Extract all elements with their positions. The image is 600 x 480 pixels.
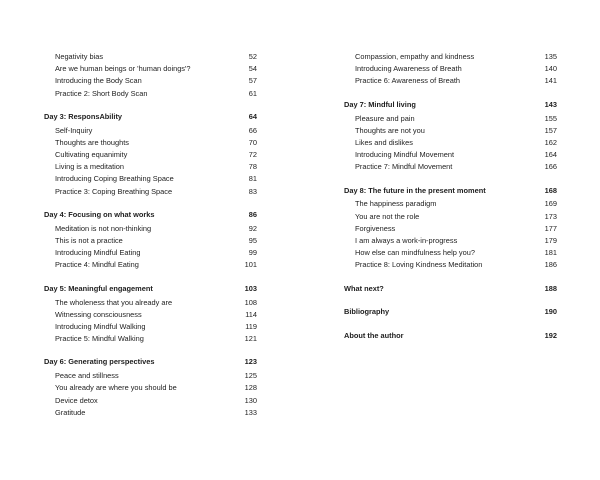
toc-section bbox=[44, 209, 257, 272]
toc-entry-title: Introducing Awareness of Breath bbox=[355, 64, 462, 74]
toc-entry-page-number: 179 bbox=[544, 236, 557, 245]
toc-entry-page-number: 157 bbox=[544, 125, 557, 135]
toc-heading-title: Day 5: Meaningful engagement bbox=[44, 283, 153, 293]
toc-entry bbox=[344, 259, 557, 271]
toc-entry bbox=[44, 395, 257, 407]
toc-entry bbox=[344, 75, 557, 87]
toc-entry bbox=[344, 125, 557, 137]
toc-section bbox=[44, 283, 257, 346]
toc-section bbox=[344, 306, 557, 318]
toc-entry bbox=[344, 63, 557, 75]
toc-entry-page-number: 78 bbox=[248, 162, 257, 172]
toc-entry bbox=[344, 247, 557, 259]
toc-entry bbox=[344, 51, 557, 63]
toc-entry-page-number: 72 bbox=[248, 150, 257, 160]
toc-entry-page-number: 166 bbox=[544, 162, 557, 172]
toc-entry-page-number: 57 bbox=[248, 76, 257, 86]
toc-entry-title: Likes and dislikes bbox=[355, 137, 413, 147]
toc-section bbox=[344, 330, 557, 342]
toc-entry-title: Introducing Mindful Walking bbox=[55, 321, 146, 331]
toc-heading-title: Day 7: Mindful living bbox=[344, 99, 416, 109]
toc-entry-title: How else can mindfulness help you? bbox=[355, 248, 475, 258]
toc-entry-title: Forgiveness bbox=[355, 223, 396, 233]
toc-entry-title: Practice 3: Coping Breathing Space bbox=[55, 186, 173, 196]
toc-heading-day-8-the-future-in-the-present-moment bbox=[344, 185, 557, 197]
toc-entry bbox=[44, 223, 257, 235]
toc-entry bbox=[44, 63, 257, 75]
toc-section bbox=[344, 283, 557, 295]
toc-entry-page-number: 66 bbox=[248, 125, 257, 135]
toc-entry-page-number: 155 bbox=[544, 113, 557, 123]
toc-entry-page-number: 128 bbox=[244, 383, 257, 393]
toc-entry bbox=[344, 137, 557, 149]
toc-entry-title: Cultivating equanimity bbox=[55, 150, 128, 160]
toc-entry-page-number: 141 bbox=[544, 76, 557, 86]
toc-entry bbox=[44, 125, 257, 137]
toc-entry-page-number: 173 bbox=[544, 211, 557, 221]
toc-entry-page-number: 140 bbox=[544, 64, 557, 74]
toc-heading-day-4-focusing-on-what-works bbox=[44, 209, 257, 221]
toc-entry-page-number: 95 bbox=[248, 236, 257, 245]
toc-entry bbox=[44, 88, 257, 100]
toc-entry-page-number: 164 bbox=[544, 150, 557, 160]
toc-entry-page-number: 162 bbox=[544, 137, 557, 147]
toc-heading-page-number: 192 bbox=[544, 330, 557, 340]
toc-entry-page-number: 119 bbox=[245, 321, 257, 331]
toc-entry-title: Introducing Mindful Eating bbox=[55, 248, 141, 258]
toc-heading-title: What next? bbox=[344, 283, 384, 293]
toc-entry-page-number: 133 bbox=[244, 407, 257, 417]
toc-entry-title: Practice 2: Short Body Scan bbox=[55, 88, 148, 98]
toc-entry-page-number: 169 bbox=[544, 199, 557, 209]
toc-entry-title: Introducing Coping Breathing Space bbox=[55, 174, 174, 184]
toc-entry-title: You already are where you should be bbox=[55, 383, 177, 393]
toc-entry-title: The wholeness that you already are bbox=[55, 297, 173, 307]
toc-heading-title: Day 3: ResponsAbility bbox=[44, 111, 123, 121]
toc-heading-page-number: 190 bbox=[544, 307, 557, 317]
toc-entry-page-number: 135 bbox=[544, 52, 557, 61]
toc-entry bbox=[44, 51, 257, 63]
toc-entry bbox=[44, 382, 257, 394]
toc-entry-page-number: 121 bbox=[244, 334, 257, 344]
toc-entry-title: Thoughts are thoughts bbox=[55, 137, 129, 147]
toc-entry-title: Introducing the Body Scan bbox=[55, 76, 142, 86]
toc-entry-page-number: 186 bbox=[544, 260, 557, 270]
toc-heading-day-6-generating-perspectives bbox=[44, 356, 257, 368]
toc-heading-what-next bbox=[344, 283, 557, 295]
toc-section bbox=[44, 51, 257, 100]
toc-heading-day-3-responsability bbox=[44, 111, 257, 123]
toc-entry bbox=[44, 75, 257, 87]
toc-entry bbox=[44, 161, 257, 173]
toc-entry bbox=[344, 198, 557, 210]
toc-heading-title: Bibliography bbox=[344, 307, 390, 317]
toc-entry-page-number: 101 bbox=[244, 260, 257, 270]
toc-entry bbox=[344, 149, 557, 161]
toc-entry-title: Thoughts are not you bbox=[355, 125, 425, 135]
toc-entry bbox=[44, 137, 257, 149]
toc-entry-title: Introducing Mindful Movement bbox=[355, 150, 455, 160]
toc-entry-page-number: 130 bbox=[244, 395, 257, 405]
toc-entry bbox=[44, 309, 257, 321]
toc-right-column bbox=[344, 51, 557, 342]
toc-heading-page-number: 143 bbox=[544, 99, 557, 109]
toc-entry-page-number: 70 bbox=[248, 137, 257, 147]
toc-entry-title: Negativity bias bbox=[55, 52, 104, 61]
toc-entry bbox=[44, 149, 257, 161]
toc-heading-page-number: 123 bbox=[244, 357, 257, 367]
toc-heading-page-number: 64 bbox=[248, 111, 257, 121]
toc-heading-title: Day 6: Generating perspectives bbox=[44, 357, 155, 367]
toc-entry-page-number: 54 bbox=[248, 64, 257, 74]
toc-heading-page-number: 168 bbox=[544, 185, 557, 195]
toc-entry-title: Practice 5: Mindful Walking bbox=[55, 334, 144, 344]
toc-entry-title: The happiness paradigm bbox=[355, 199, 437, 209]
toc-entry-title: I am always a work-in-progress bbox=[355, 236, 458, 245]
toc-entry bbox=[344, 211, 557, 223]
toc-entry bbox=[44, 333, 257, 345]
toc-entry-title: This is not a practice bbox=[55, 236, 123, 245]
toc-entry bbox=[44, 235, 257, 247]
toc-entry-title: Pleasure and pain bbox=[355, 113, 415, 123]
toc-entry-page-number: 108 bbox=[244, 297, 257, 307]
toc-entry-title: Practice 6: Awareness of Breath bbox=[355, 76, 461, 86]
toc-entry bbox=[44, 247, 257, 259]
toc-entry-page-number: 114 bbox=[245, 309, 257, 319]
toc-entry-page-number: 52 bbox=[248, 52, 257, 61]
toc-heading-day-5-meaningful-engagement bbox=[44, 283, 257, 295]
toc-entry-title: Peace and stillness bbox=[55, 371, 119, 381]
toc-entry-title: Living is a meditation bbox=[55, 162, 125, 172]
toc-entry-title: Meditation is not non-thinking bbox=[55, 223, 152, 233]
toc-entry bbox=[44, 370, 257, 382]
toc-section bbox=[344, 99, 557, 174]
toc-heading-title: Day 4: Focusing on what works bbox=[44, 210, 155, 220]
toc-section bbox=[44, 111, 257, 198]
toc-section bbox=[44, 356, 257, 419]
toc-section bbox=[344, 51, 557, 88]
toc-entry bbox=[44, 186, 257, 198]
toc-heading-bibliography bbox=[344, 306, 557, 318]
toc-entry-page-number: 92 bbox=[248, 223, 257, 233]
toc-entry bbox=[44, 173, 257, 185]
toc-entry-title: Practice 4: Mindful Eating bbox=[55, 260, 139, 270]
toc-heading-page-number: 188 bbox=[544, 283, 557, 293]
toc-entry bbox=[344, 235, 557, 247]
toc-entry-title: You are not the role bbox=[355, 211, 420, 221]
toc-entry-page-number: 83 bbox=[248, 186, 257, 196]
toc-entry-title: Practice 7: Mindful Movement bbox=[355, 162, 453, 172]
toc-entry bbox=[44, 407, 257, 419]
toc-entry bbox=[344, 161, 557, 173]
toc-entry-page-number: 177 bbox=[544, 223, 557, 233]
toc-entry-page-number: 99 bbox=[248, 248, 257, 258]
toc-entry-page-number: 81 bbox=[248, 174, 257, 184]
toc-entry-title: Practice 8: Loving Kindness Meditation bbox=[355, 260, 483, 270]
toc-entry-title: Are we human beings or 'human doings'? bbox=[55, 64, 191, 74]
toc-heading-title: Day 8: The future in the present moment bbox=[344, 185, 486, 195]
toc-entry-title: Compassion, empathy and kindness bbox=[355, 52, 475, 61]
toc-entry-page-number: 181 bbox=[544, 248, 557, 258]
toc-entry bbox=[344, 113, 557, 125]
toc-left-column bbox=[44, 51, 257, 419]
toc-entry-page-number: 61 bbox=[248, 88, 257, 98]
toc-heading-day-7-mindful-living bbox=[344, 99, 557, 111]
toc-entry-title: Gratitude bbox=[55, 407, 86, 417]
toc-entry bbox=[344, 223, 557, 235]
toc-entry-title: Witnessing consciousness bbox=[55, 309, 142, 319]
toc-entry bbox=[44, 259, 257, 271]
toc-heading-about-the-author bbox=[344, 330, 557, 342]
toc-heading-page-number: 103 bbox=[244, 283, 257, 293]
toc-heading-title: About the author bbox=[344, 330, 404, 340]
toc-entry-title: Device detox bbox=[55, 395, 98, 405]
toc-entry-title: Self-Inquiry bbox=[55, 125, 93, 135]
toc-section bbox=[344, 185, 557, 272]
toc-entry-page-number: 125 bbox=[244, 371, 257, 381]
toc-entry bbox=[44, 297, 257, 309]
toc-entry bbox=[44, 321, 257, 333]
toc-heading-page-number: 86 bbox=[248, 210, 257, 220]
